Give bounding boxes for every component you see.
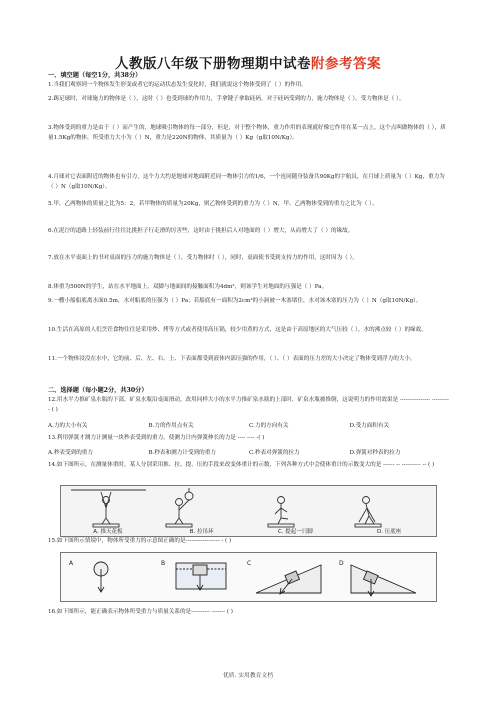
caption-d: D. 压底座 xyxy=(377,529,402,535)
gravity-diagrams xyxy=(61,553,436,601)
question-10: 10.生活在高原的人们烹饪食物往往是采用炒、烤等方式或者使用高压锅，较少用煮的方式，这是由于高原地区的大气压较（ ），水的沸点较（ ）的缘故。 xyxy=(48,327,427,333)
question-12-options xyxy=(48,421,450,429)
exam-title xyxy=(0,52,496,72)
question-5: 5.甲、乙两物体的质量之比为5：2，若甲物体的质量为20Kg，则乙物体受到的重力为（ ）N，甲、乙两物体受到的重力之比为（ ）。 xyxy=(48,201,378,207)
option-d: D.弹簧对秒表的拉力 xyxy=(349,450,401,456)
page-footer: 优质. 实用教育文档 xyxy=(222,673,274,679)
option-b: B.力的作用点有关 xyxy=(148,423,194,429)
question-3: 3.物体受到的重力是由于（ ）而产生的，地球吸引物体的每一部分，但是，对于整个物体，重力作用的表现就好像它作用在某一点上，这个点叫做物体的（ ），质量1.5Kg的物体，所受重力大小为（ ）N，重力是220N的物体，其质量为（ ）Kg（g取10N/Kg）。 xyxy=(48,125,446,141)
option-a: A.力的大小有关 xyxy=(48,423,88,429)
question-16: 16.如下图所示，能正确表示物体所受重力与质量关系的是---------- ------- ( ) xyxy=(48,609,233,615)
label-a: A xyxy=(69,560,74,567)
caption-c: C. 提起一只脚 xyxy=(277,529,313,535)
caption-a: A. 推天花板 xyxy=(93,529,123,535)
question-13-options xyxy=(48,448,450,456)
question-8: 8.体重为500N的学生，站在水平地面上，双脚与地面间的接触面积为4dm²，则该学生对地面的压强是（ ）Pa。 xyxy=(48,284,328,290)
question-12: 12.用水平力推矿泉水瓶的下部，矿泉水瓶沿桌面滑动，改用同样大小的水平力推矿泉水瓶的上部时，矿泉水瓶被推倒，这说明力的作用效果是 ---------------- ---------- ( ) xyxy=(48,397,449,413)
option-b: B.秒表和测力计受到的重力 xyxy=(148,450,216,456)
question-4: 4.月球对它表面附近的物体也有引力，这个力大约是地球对地面附近同一物体引力的1/6，一个连同随身装备共90Kg的宇航员，在月球上质量为（ ）Kg，重力为（ ）N（g取10N/Kg）。 xyxy=(48,174,445,190)
section-fill-in: 一、填空题（每空1分，共38分） xyxy=(48,72,142,79)
section-multiple-choice: 二、选择题（每小题2分，共30分） xyxy=(48,387,148,394)
question-2: 2.踢足球时，对球施力的物体是（ ），这时（ ）也受到球的作用力，手拿键子拿取硅码，对于硅码受到的力，施力物体是（ ），受力物体是（ ）。 xyxy=(48,96,405,102)
option-c: C.力的方向有关 xyxy=(249,423,289,429)
question-15: 15.如下图所示情境中，物体所受重力的示意图正确的是------------------ - ( ) xyxy=(48,538,232,544)
question-9: 9.一艘小船船底离水面0.5m，水对船底的压强为（ ）Pa；若船底有一面积为2cm²的小洞被一木塞堵住，水对该木塞的压力为（ ）N（g取10N/Kg）。 xyxy=(48,298,422,304)
title-answer-suffix: 附参考答案 xyxy=(311,56,381,72)
question-7: 7.放在水平桌面上的书对桌面的压力的施力物体是（ ），受力物体时（ ），同时，桌面使书受到支持力的作用，这时因为（ ）。 xyxy=(48,255,358,261)
caption-b: B. 拉吊环 xyxy=(189,529,214,535)
figure-captions xyxy=(61,527,436,535)
option-d: D.受力面积有关 xyxy=(349,423,390,429)
label-d: D xyxy=(339,560,344,567)
question-1: 1.当我们观察到一个物体发生形变或者它的运动状态发生变化时，我们就说这个物体受到了（ ）的作用。 xyxy=(48,82,307,88)
option-a: A.秒表受到的重力 xyxy=(48,450,93,456)
question-13: 13.利用弹簧才测力计测量一块秒表受到的重力，使测力计内弹簧伸长的力是 ---- ---- -( ) xyxy=(48,435,265,441)
question-15-figure xyxy=(60,552,437,602)
question-14-figure xyxy=(60,485,437,537)
question-11: 11.一个物体浸没在水中，它的前、后、左、右、上、下表面都受到液体内部压强的作用，（ ）、（ ）表面的压力差的大小决定了物体受到浮力的大小。 xyxy=(48,356,416,362)
option-c: C.秒表对弹簧的拉力 xyxy=(249,450,300,456)
label-b: B xyxy=(161,560,166,567)
question-14: 14.如下图所示，在测量体重时，某人分别采用推、拉、提、压的手段来改变体重计的示数，下列各种方式中会使体重计的示数变大的是 ------ -- ---------- -- ( ) xyxy=(48,462,435,468)
label-c: C xyxy=(247,560,252,567)
title-main: 人教版八年级下册物理期中试卷 xyxy=(115,56,311,72)
question-6: 6.在泥泞的道路上轻装前行往往比挑担子行走滑的厉害些，这时由于挑担后人对地面的（ ）增大，从而增大了（ ）的缘故。 xyxy=(48,228,354,234)
